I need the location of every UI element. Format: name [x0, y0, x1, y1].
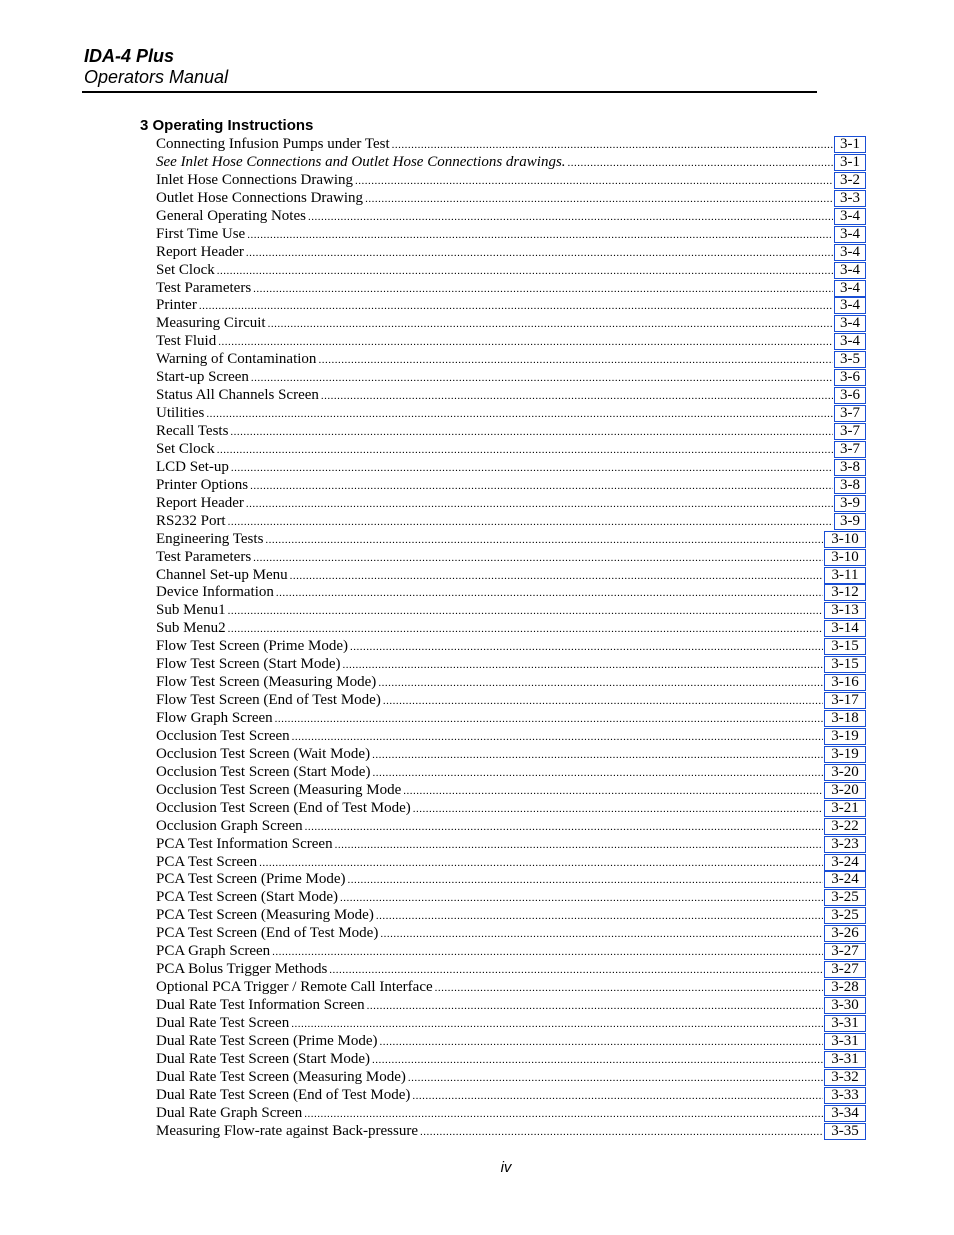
document-subtitle: Operators Manual — [84, 67, 229, 87]
toc-dot-leader — [355, 172, 833, 191]
toc-entry-title: PCA Test Screen (Start Mode) — [156, 889, 338, 906]
toc-dot-leader — [251, 369, 833, 388]
toc-page-link[interactable]: 3-15 — [824, 638, 866, 655]
toc-entry-title: Device Information — [156, 584, 274, 601]
toc-page-link[interactable]: 3-11 — [824, 567, 866, 584]
toc-dot-leader — [231, 459, 833, 478]
toc-dot-leader — [272, 943, 823, 962]
toc-page-link[interactable]: 3-7 — [834, 441, 866, 458]
toc-dot-leader — [403, 782, 823, 801]
toc-dot-leader — [350, 638, 823, 657]
toc-page-link[interactable]: 3-22 — [824, 818, 866, 835]
toc-entry — [156, 190, 866, 208]
toc-page-link[interactable]: 3-19 — [824, 746, 866, 763]
toc-entry-title: Flow Graph Screen — [156, 710, 273, 726]
toc-dot-leader — [420, 1123, 823, 1142]
toc-entry — [156, 997, 866, 1015]
toc-page-link[interactable]: 3-28 — [824, 979, 866, 996]
toc-entry-title: Report Header — [156, 494, 244, 511]
toc-dot-leader — [435, 979, 823, 998]
toc-page-link[interactable]: 3-3 — [834, 190, 866, 207]
toc-entry-title: Report Header — [156, 243, 244, 260]
toc-entry — [156, 549, 866, 567]
toc-entry — [156, 387, 866, 405]
toc-page-link[interactable]: 3-1 — [834, 154, 866, 171]
toc-entry — [156, 692, 866, 710]
toc-entry — [156, 154, 866, 172]
toc-entry — [156, 297, 866, 315]
toc-entry-title: Dual Rate Test Screen (Measuring Mode) — [156, 1068, 406, 1085]
toc-entry-title: Dual Rate Test Screen (End of Test Mode) — [156, 1086, 411, 1103]
toc-dot-leader — [304, 1105, 823, 1124]
toc-entry-title: PCA Test Information Screen — [156, 835, 333, 852]
toc-page-link[interactable]: 3-32 — [824, 1069, 866, 1086]
toc-page-link[interactable]: 3-30 — [824, 997, 866, 1014]
toc-page-link[interactable]: 3-4 — [834, 226, 866, 243]
toc-entry — [156, 746, 866, 764]
toc-dot-leader — [376, 907, 823, 926]
toc-page-link[interactable]: 3-4 — [834, 262, 866, 279]
toc-dot-leader — [290, 567, 823, 586]
toc-page-link[interactable]: 3-8 — [834, 477, 866, 494]
toc-dot-leader — [253, 280, 833, 299]
toc-page-link[interactable]: 3-1 — [834, 136, 866, 153]
toc-dot-leader — [259, 854, 823, 873]
toc-entry-title: See Inlet Hose Connections and Outlet Hose Connections drawings. — [156, 153, 566, 170]
toc-dot-leader — [246, 495, 833, 514]
toc-entry-title: Optional PCA Trigger / Remote Call Interface — [156, 979, 433, 996]
toc-dot-leader — [321, 387, 833, 406]
toc-entry-title: Set Clock — [156, 440, 215, 457]
toc-entry-title: PCA Bolus Trigger Methods — [156, 961, 328, 978]
toc-page-link[interactable]: 3-24 — [824, 871, 866, 888]
toc-entry-title: Measuring Circuit — [156, 315, 266, 332]
toc-entry — [156, 423, 866, 441]
toc-page-link[interactable]: 3-13 — [824, 602, 866, 619]
toc-entry — [156, 961, 866, 979]
toc-page-link[interactable]: 3-8 — [834, 459, 866, 476]
toc-page-link[interactable]: 3-31 — [824, 1051, 866, 1068]
toc-entry-title: First Time Use — [156, 225, 246, 242]
toc-page-link[interactable]: 3-6 — [834, 387, 866, 404]
toc-entry — [156, 531, 866, 549]
toc-entry-title: Occlusion Test Screen (End of Test Mode) — [156, 799, 411, 816]
toc-entry-title: Outlet Hose Connections Drawing — [156, 189, 364, 206]
toc-page-link[interactable]: 3-27 — [824, 961, 866, 978]
toc-dot-leader — [348, 871, 824, 890]
page-number: iv — [500, 1159, 512, 1176]
toc-entry — [156, 1069, 866, 1087]
toc-entry — [156, 584, 866, 602]
toc-page-link[interactable]: 3-33 — [824, 1087, 866, 1104]
toc-entry-title: PCA Test Screen (Prime Mode) — [156, 871, 346, 888]
toc-page-link[interactable]: 3-4 — [834, 208, 866, 225]
toc-entry-title: RS232 Port — [156, 512, 226, 529]
toc-entry-title: Dual Rate Test Screen (Prime Mode) — [156, 1032, 378, 1049]
toc-entry — [156, 782, 866, 800]
toc-entry-title: Dual Rate Test Screen (Start Mode) — [156, 1050, 371, 1067]
toc-dot-leader — [372, 764, 823, 783]
toc-entry — [156, 333, 866, 351]
toc-dot-leader — [413, 800, 823, 819]
toc-page-link[interactable]: 3-10 — [824, 549, 866, 566]
toc-page-link[interactable]: 3-25 — [824, 889, 866, 906]
toc-page-link[interactable]: 3-25 — [824, 907, 866, 924]
toc-entry-title: Recall Tests — [156, 423, 229, 439]
toc-dot-leader — [568, 154, 833, 173]
toc-entry-title: Inlet Hose Connections Drawing — [156, 171, 354, 188]
toc-entry — [156, 764, 866, 782]
header-rule — [82, 91, 817, 93]
toc-dot-leader — [372, 1051, 823, 1070]
toc-entry-title: Test Parameters — [156, 548, 252, 565]
toc-entry — [156, 477, 866, 495]
toc-page-link[interactable]: 3-2 — [834, 172, 866, 189]
toc-entry — [156, 369, 866, 387]
toc-dot-leader — [291, 1015, 823, 1034]
toc-entry-title: Set Clock — [156, 261, 215, 278]
toc-entry — [156, 638, 866, 656]
toc-dot-leader — [275, 710, 823, 729]
toc-entry — [156, 728, 866, 746]
toc-entry — [156, 800, 866, 818]
toc-dot-leader — [380, 1033, 823, 1052]
toc-page-link[interactable]: 3-14 — [824, 620, 866, 637]
toc-dot-leader — [265, 531, 823, 550]
toc-entry — [156, 1123, 866, 1141]
toc-page-link[interactable]: 3-15 — [824, 656, 866, 673]
toc-entry — [156, 1033, 866, 1051]
toc-page-link[interactable]: 3-34 — [824, 1105, 866, 1122]
toc-entry-title: PCA Test Screen (Measuring Mode) — [156, 907, 374, 924]
toc-dot-leader — [268, 315, 833, 334]
toc-entry — [156, 818, 866, 836]
toc-entry-title: Flow Test Screen (End of Test Mode) — [156, 692, 381, 709]
toc-entry-title: Channel Set-up Menu — [156, 566, 288, 583]
toc-entry-title: Status All Channels Screen — [156, 387, 319, 404]
toc-entry — [156, 1105, 866, 1123]
table-of-contents — [156, 136, 866, 1141]
toc-dot-leader — [378, 674, 823, 693]
toc-dot-leader — [342, 656, 823, 675]
toc-dot-leader — [217, 441, 833, 460]
toc-dot-leader — [292, 728, 823, 747]
toc-entry-title: Sub Menu2 — [156, 620, 226, 637]
toc-dot-leader — [218, 333, 833, 352]
toc-dot-leader — [340, 889, 823, 908]
toc-entry — [156, 1015, 866, 1033]
toc-page-link[interactable]: 3-23 — [824, 836, 866, 853]
toc-page-link[interactable]: 3-17 — [824, 692, 866, 709]
toc-page-link[interactable]: 3-19 — [824, 728, 866, 745]
toc-page-link[interactable]: 3-26 — [824, 925, 866, 942]
document-header — [84, 46, 816, 88]
toc-entry-title: Engineering Tests — [156, 530, 264, 547]
toc-entry — [156, 441, 866, 459]
toc-entry — [156, 656, 866, 674]
toc-page-link[interactable]: 3-12 — [824, 584, 866, 601]
toc-entry-title: Start-up Screen — [156, 369, 249, 386]
toc-page-link[interactable]: 3-24 — [824, 854, 866, 871]
toc-entry-title: Occlusion Test Screen (Wait Mode) — [156, 745, 371, 762]
toc-entry — [156, 620, 866, 638]
toc-entry-title: Utilities — [156, 405, 205, 422]
toc-dot-leader — [367, 997, 823, 1016]
toc-dot-leader — [335, 836, 823, 855]
toc-page-link[interactable]: 3-10 — [824, 531, 866, 548]
toc-entry — [156, 1087, 866, 1105]
toc-page-link[interactable]: 3-27 — [824, 943, 866, 960]
toc-dot-leader — [308, 208, 833, 227]
toc-dot-leader — [305, 818, 823, 837]
toc-entry — [156, 710, 866, 728]
toc-entry-title: Occlusion Test Screen — [156, 727, 290, 744]
toc-entry — [156, 854, 866, 872]
toc-page-link[interactable]: 3-31 — [824, 1015, 866, 1032]
toc-page-link[interactable]: 3-4 — [834, 297, 866, 314]
toc-page-link[interactable]: 3-7 — [834, 405, 866, 422]
toc-entry-title: Test Fluid — [156, 333, 217, 350]
toc-entry — [156, 979, 866, 997]
toc-dot-leader — [383, 692, 823, 711]
toc-entry — [156, 602, 866, 620]
toc-entry-title: PCA Test Screen (End of Test Mode) — [156, 925, 379, 942]
toc-entry — [156, 495, 866, 513]
toc-dot-leader — [365, 190, 833, 209]
toc-page-link[interactable]: 3-16 — [824, 674, 866, 691]
toc-dot-leader — [228, 513, 833, 532]
toc-entry — [156, 351, 866, 369]
toc-entry-title: Flow Test Screen (Measuring Mode) — [156, 674, 377, 691]
toc-dot-leader — [199, 297, 833, 316]
toc-entry-title: Printer — [156, 297, 197, 314]
toc-page-link[interactable]: 3-4 — [834, 315, 866, 332]
toc-entry — [156, 172, 866, 190]
toc-dot-leader — [217, 262, 833, 281]
toc-entry-title: Flow Test Screen (Prime Mode) — [156, 638, 348, 655]
toc-entry — [156, 1051, 866, 1069]
toc-entry — [156, 244, 866, 262]
toc-entry-title: PCA Graph Screen — [156, 943, 271, 960]
toc-page-link[interactable]: 3-21 — [824, 800, 866, 817]
toc-entry-title: Occlusion Test Screen (Start Mode) — [156, 763, 371, 780]
toc-page-link[interactable]: 3-35 — [824, 1123, 866, 1140]
toc-entry-title: Test Parameters — [156, 279, 252, 296]
toc-dot-leader — [250, 477, 833, 496]
toc-dot-leader — [276, 584, 823, 603]
toc-dot-leader — [206, 405, 833, 424]
toc-page-link[interactable]: 3-9 — [834, 513, 866, 530]
toc-entry-title: LCD Set-up — [156, 458, 229, 475]
toc-dot-leader — [380, 925, 823, 944]
toc-page-link[interactable]: 3-4 — [834, 280, 866, 297]
toc-dot-leader — [408, 1069, 823, 1088]
toc-page-link[interactable]: 3-31 — [824, 1033, 866, 1050]
toc-dot-leader — [230, 423, 833, 442]
toc-dot-leader — [412, 1087, 823, 1106]
toc-page-link[interactable]: 3-18 — [824, 710, 866, 727]
toc-entry-title: Dual Rate Test Information Screen — [156, 997, 365, 1013]
toc-entry — [156, 889, 866, 907]
toc-entry-title: Dual Rate Test Screen — [156, 1014, 290, 1031]
toc-dot-leader — [247, 226, 833, 245]
toc-entry-title: Occlusion Test Screen (Measuring Mode — [156, 781, 402, 798]
toc-entry — [156, 836, 866, 854]
toc-entry-title: Occlusion Graph Screen — [156, 817, 303, 834]
toc-entry — [156, 674, 866, 692]
toc-page-link[interactable]: 3-6 — [834, 369, 866, 386]
toc-dot-leader — [228, 602, 823, 621]
toc-entry — [156, 513, 866, 531]
toc-entry-title: General Operating Notes — [156, 207, 306, 224]
toc-dot-leader — [392, 136, 833, 155]
toc-dot-leader — [228, 620, 823, 639]
toc-page-link[interactable]: 3-20 — [824, 764, 866, 781]
toc-entry-title: Dual Rate Graph Screen — [156, 1104, 303, 1121]
toc-dot-leader — [253, 549, 823, 568]
toc-page-link[interactable]: 3-4 — [834, 244, 866, 261]
toc-entry — [156, 262, 866, 280]
toc-entry-title: Sub Menu1 — [156, 602, 226, 619]
toc-dot-leader — [372, 746, 823, 765]
toc-entry — [156, 907, 866, 925]
toc-page-link[interactable]: 3-20 — [824, 782, 866, 799]
section-heading: 3 Operating Instructions — [140, 117, 314, 134]
toc-entry — [156, 208, 866, 226]
toc-dot-leader — [329, 961, 823, 980]
toc-entry-title: Warning of Contamination — [156, 351, 317, 368]
toc-entry-title: Printer Options — [156, 476, 249, 493]
toc-entry — [156, 280, 866, 298]
toc-dot-leader — [246, 244, 833, 263]
toc-dot-leader — [318, 351, 833, 370]
toc-entry — [156, 405, 866, 423]
toc-entry — [156, 567, 866, 585]
toc-entry — [156, 136, 866, 154]
toc-page-link[interactable]: 3-4 — [834, 333, 866, 350]
toc-entry — [156, 459, 866, 477]
toc-entry-title: Connecting Infusion Pumps under Test — [156, 136, 390, 152]
toc-entry-title: PCA Test Screen — [156, 853, 258, 870]
toc-page-link[interactable]: 3-7 — [834, 423, 866, 440]
toc-entry — [156, 871, 866, 889]
toc-page-link[interactable]: 3-5 — [834, 351, 866, 368]
toc-entry-title: Flow Test Screen (Start Mode) — [156, 656, 341, 673]
document-title: IDA-4 Plus — [84, 46, 175, 66]
toc-entry — [156, 925, 866, 943]
toc-page-link[interactable]: 3-9 — [834, 495, 866, 512]
toc-entry — [156, 226, 866, 244]
toc-entry-title: Measuring Flow-rate against Back-pressure — [156, 1122, 419, 1139]
toc-entry — [156, 315, 866, 333]
toc-entry — [156, 943, 866, 961]
